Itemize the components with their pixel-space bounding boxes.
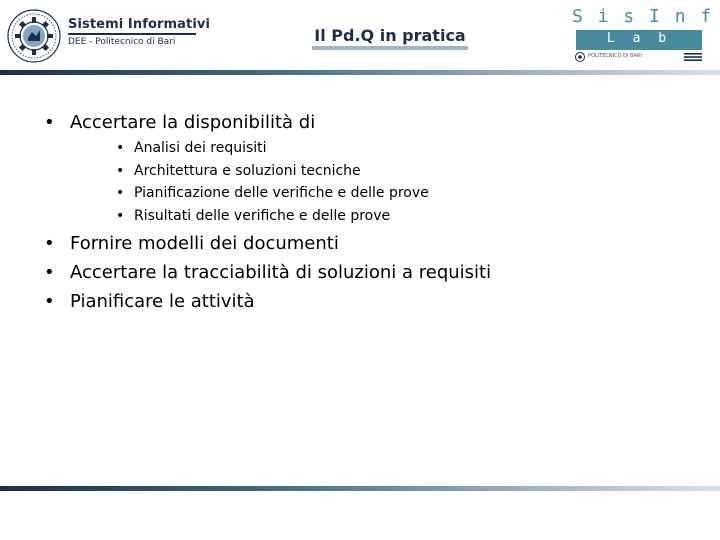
bullet-text: Accertare la tracciabilità di soluzioni a requisiti [70,262,492,283]
bullet-glyph: • [116,140,125,156]
header-rule [0,70,720,75]
bullet-glyph: • [116,208,125,224]
sisinf-lab-logo [572,6,714,62]
dee-logo-icon [684,52,702,62]
brand-underline [68,33,196,35]
brand-title: Sistemi Informativi [68,17,211,32]
bullet-text: Analisi dei requisiti [134,140,267,156]
gear-seal-icon [6,8,62,64]
slide-title: Il Pd.Q in pratica [314,26,466,45]
bullet-text: Pianificare le attività [70,291,255,312]
brand-subtitle: DEE - Politecnico di Bari [68,37,176,47]
footer-rule [0,486,720,491]
bullet-glyph: • [44,291,55,312]
bullet-glyph: • [116,185,125,201]
bullet-glyph: • [44,262,55,283]
politecnico-label: POLITECNICO DI BARI [588,53,642,59]
bullet-text: Accertare la disponibilità di [70,112,316,133]
logo-bottom-text: L a b [606,31,672,46]
bullet-text: Risultati delle verifiche e delle prove [134,208,391,224]
slide-header [0,0,720,78]
logo-top-text: S i s I n f [572,6,714,27]
title-highlight [312,46,468,50]
bullet-glyph: • [44,112,55,133]
politecnico-icon [574,52,586,62]
bullet-text: Pianificazione delle verifiche e delle prove [134,185,429,201]
bullet-glyph: • [44,233,55,254]
bullet-glyph: • [116,163,125,179]
bullet-text: Fornire modelli dei documenti [70,233,339,254]
bullet-text: Architettura e soluzioni tecniche [134,163,361,179]
